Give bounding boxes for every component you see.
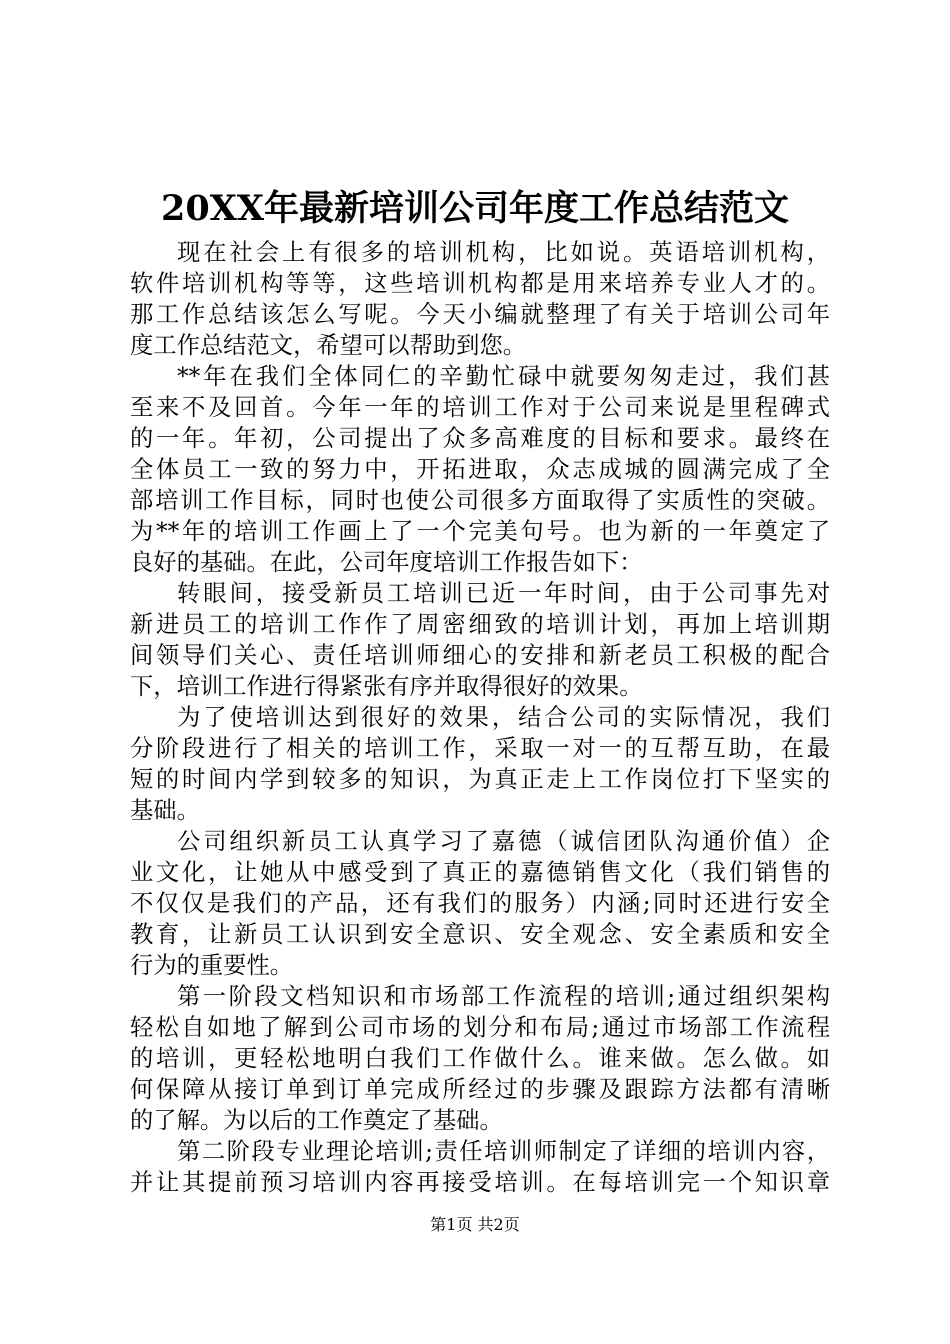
paragraph-line: **年在我们全体同仁的辛勤忙碌中就要匆匆走过，我们甚 <box>177 363 830 390</box>
paragraph-line: 下，培训工作进行得紧张有序并取得很好的效果。 <box>130 673 643 700</box>
paragraph-line: 至来不及回首。今年一年的培训工作对于公司来说是里程碑式 <box>130 394 830 421</box>
paragraph-line: 并让其提前预习培训内容再接受培训。在每培训完一个知识章 <box>130 1169 830 1196</box>
paragraph-line: 新进员工的培训工作作了周密细致的培训计划，再加上培训期 <box>130 611 830 638</box>
paragraph-line: 行为的重要性。 <box>130 952 294 979</box>
paragraph-line: 基础。 <box>130 797 200 824</box>
paragraph-line: 间领导们关心、责任培训师细心的安排和新老员工积极的配合 <box>130 642 830 669</box>
paragraph-line: 全体员工一致的努力中，开拓进取，众志成城的圆满完成了全 <box>130 456 830 483</box>
paragraph <box>130 578 830 702</box>
paragraph <box>130 826 830 981</box>
paragraph-line: 不仅仅是我们的产品，还有我们的服务）内涵;同时还进行安全 <box>130 890 830 917</box>
paragraph <box>130 237 830 361</box>
paragraph-line: 度工作总结范文，希望可以帮助到您。 <box>130 332 527 359</box>
paragraph <box>130 361 830 578</box>
paragraph-line: 良好的基础。在此，公司年度培训工作报告如下： <box>130 549 643 576</box>
paragraph-line: 的了解。为以后的工作奠定了基础。 <box>130 1107 503 1134</box>
paragraph-line: 短的时间内学到较多的知识，为真正走上工作岗位打下坚实的 <box>130 766 830 793</box>
paragraph-line: 第一阶段文档知识和市场部工作流程的培训;通过组织架构 <box>177 983 830 1010</box>
paragraph-line: 业文化，让她从中感受到了真正的嘉德销售文化（我们销售的 <box>130 859 830 886</box>
paragraph <box>130 981 830 1136</box>
paragraph-line: 的培训，更轻松地明白我们工作做什么。谁来做。怎么做。如 <box>130 1045 830 1072</box>
paragraph-line: 的一年。年初，公司提出了众多高难度的目标和要求。最终在 <box>130 425 830 452</box>
paragraph-line: 公司组织新员工认真学习了嘉德（诚信团队沟通价值）企 <box>177 828 830 855</box>
paragraph-line: 为了使培训达到很好的效果，结合公司的实际情况，我们 <box>177 704 830 731</box>
paragraph-line: 教育，让新员工认识到安全意识、安全观念、安全素质和安全 <box>130 921 830 948</box>
document-body <box>130 237 830 1198</box>
paragraph-line: 分阶段进行了相关的培训工作，采取一对一的互帮互助，在最 <box>130 735 830 762</box>
document-title: 20XX年最新培训公司年度工作总结范文 <box>160 188 790 229</box>
paragraph-line: 软件培训机构等等，这些培训机构都是用来培养专业人才的。 <box>130 270 830 297</box>
paragraph-line: 轻松自如地了解到公司市场的划分和布局;通过市场部工作流程 <box>130 1014 830 1041</box>
paragraph <box>130 1136 830 1198</box>
paragraph-line: 那工作总结该怎么写呢。今天小编就整理了有关于培训公司年 <box>130 301 830 328</box>
page-footer: 第1页 共2页 <box>430 1215 520 1234</box>
paragraph-line: 为**年的培训工作画上了一个完美句号。也为新的一年奠定了 <box>130 518 830 545</box>
paragraph-line: 现在社会上有很多的培训机构，比如说。英语培训机构， <box>177 239 830 266</box>
paragraph-line: 何保障从接订单到订单完成所经过的步骤及跟踪方法都有清晰 <box>130 1076 830 1103</box>
paragraph-line: 第二阶段专业理论培训;责任培训师制定了详细的培训内容， <box>177 1138 830 1165</box>
paragraph-line: 转眼间，接受新员工培训已近一年时间，由于公司事先对 <box>177 580 830 607</box>
paragraph-line: 部培训工作目标，同时也使公司很多方面取得了实质性的突破。 <box>130 487 830 514</box>
paragraph <box>130 702 830 826</box>
